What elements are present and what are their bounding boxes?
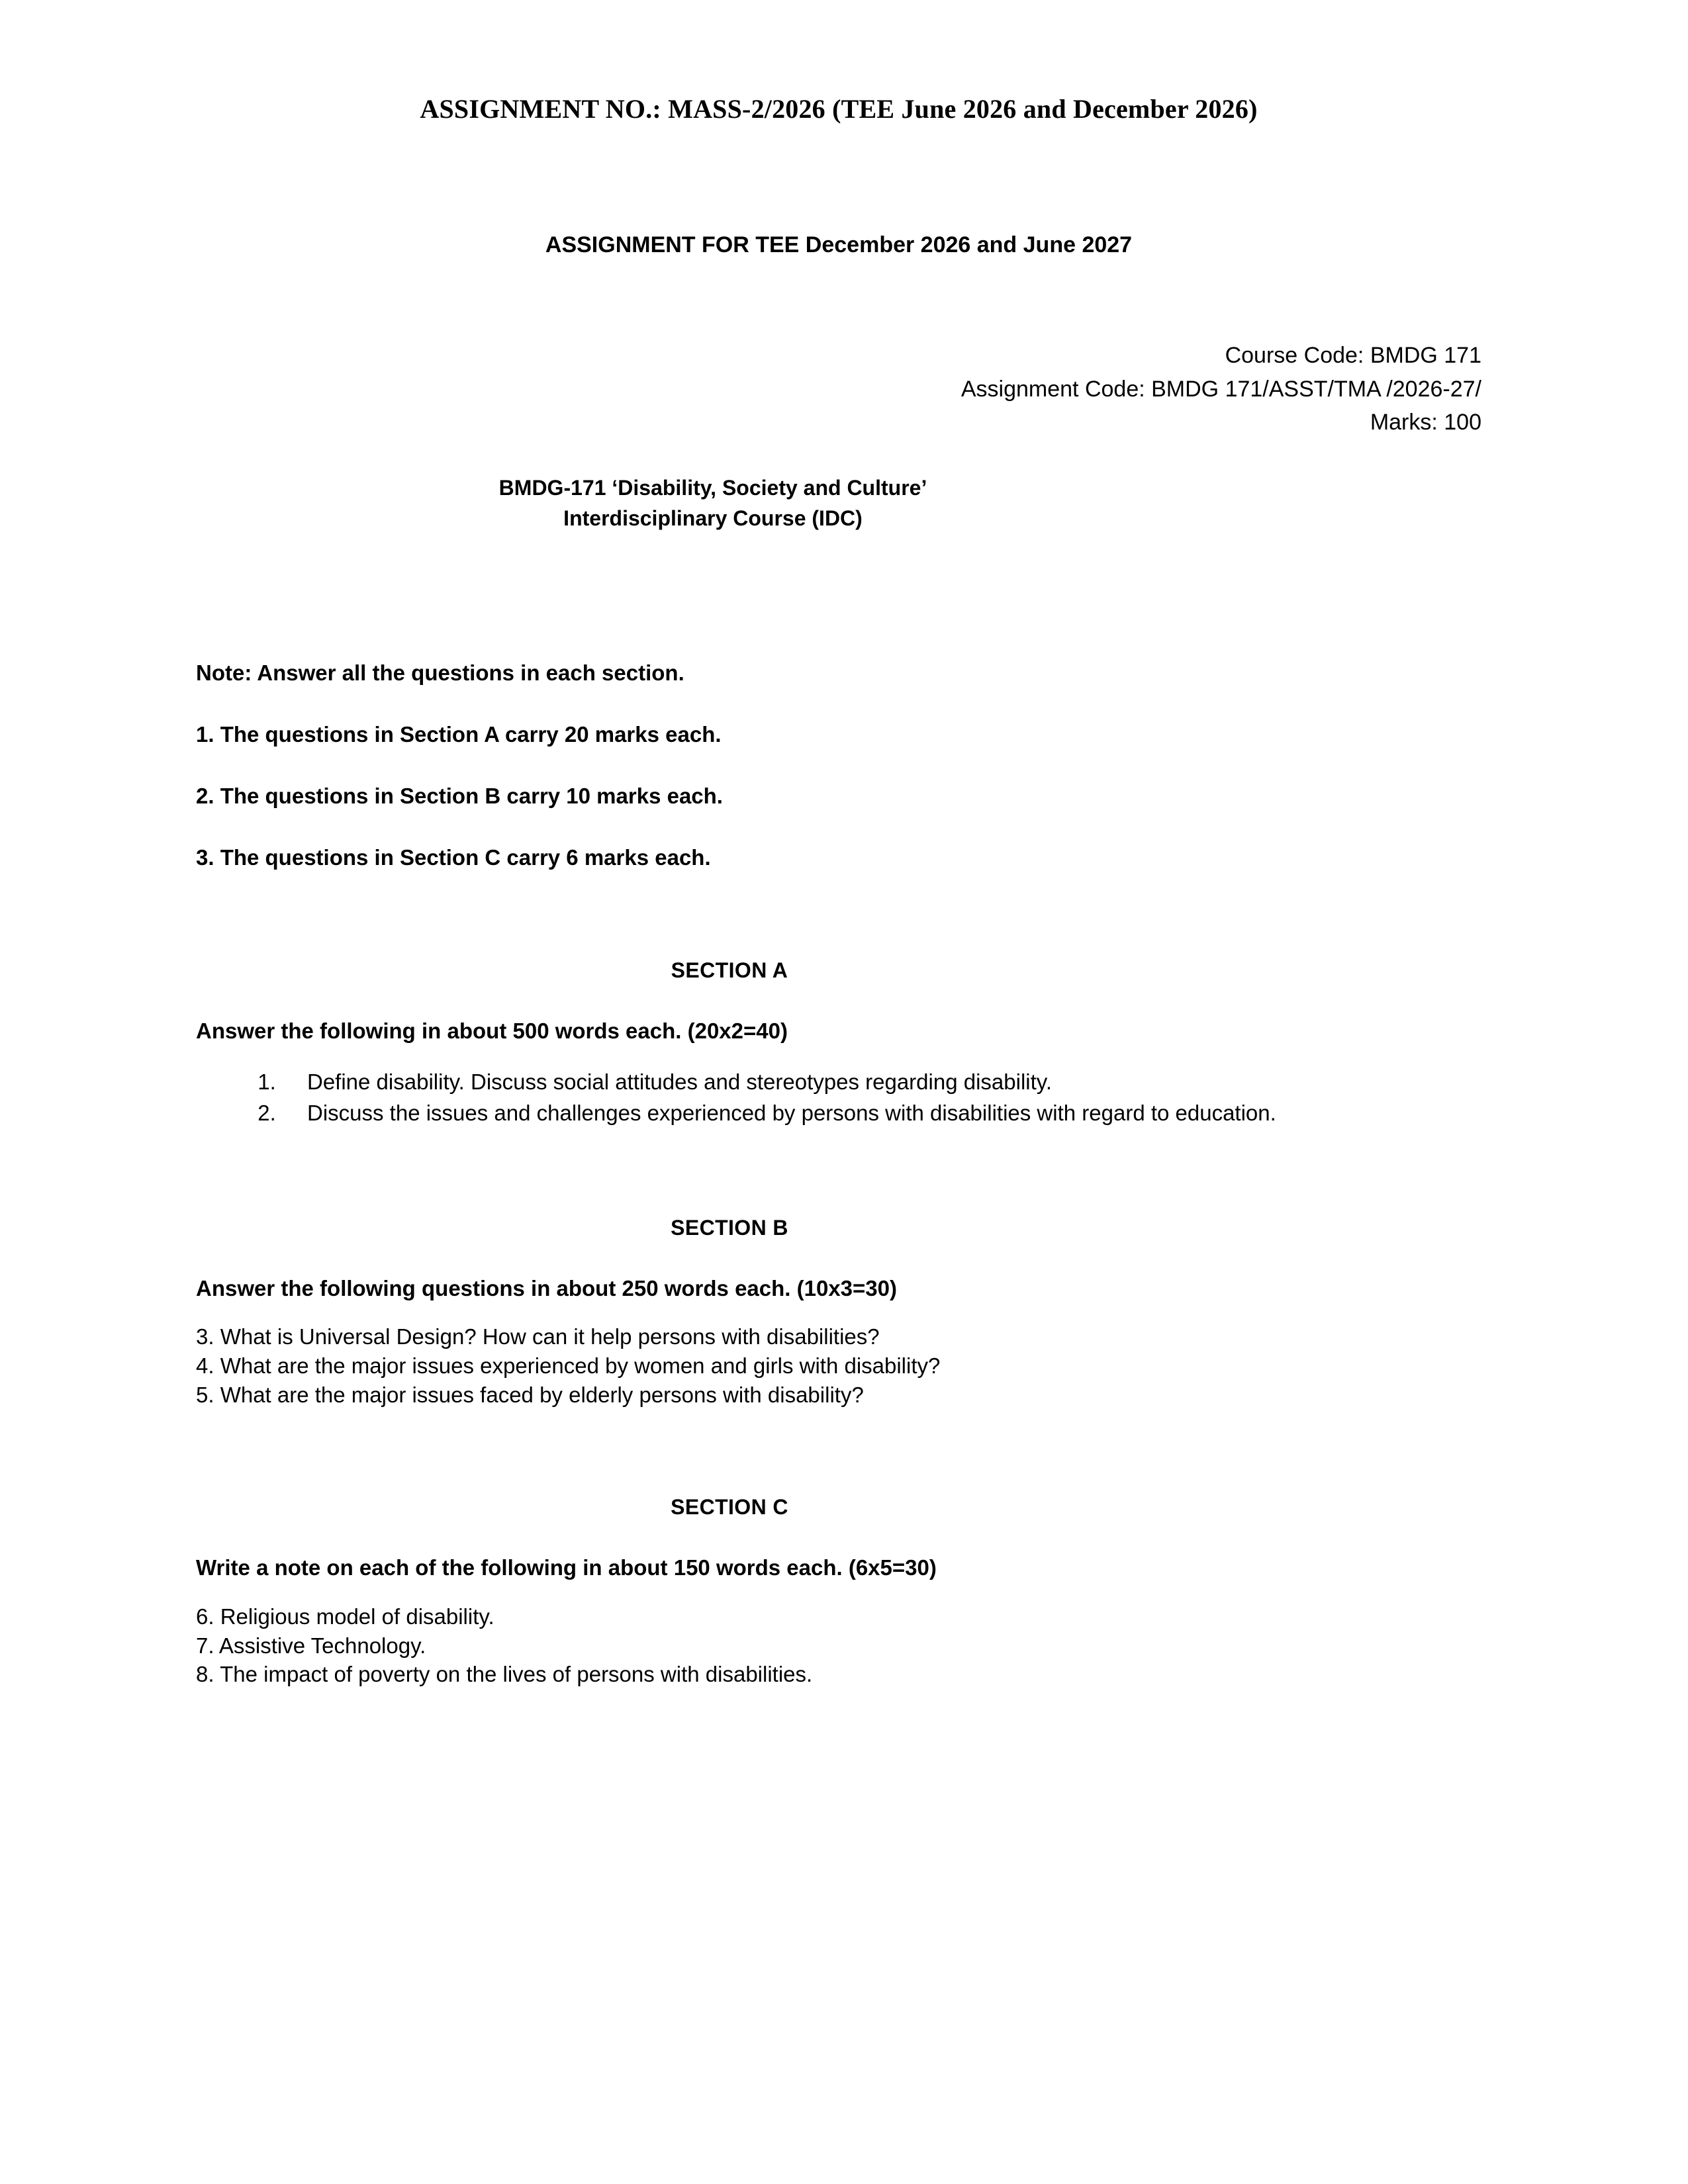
list-item	[282, 1099, 1481, 1128]
note-text: Note: Answer all the questions in each section.	[196, 660, 684, 685]
assignment-subheading: ASSIGNMENT FOR TEE December 2026 and June 2027	[545, 232, 1133, 257]
section-b-question-5: 5. What are the major issues faced by elderly persons with disability?	[196, 1382, 864, 1407]
section-c-instruction: Write a note on each of the following in about 150 words each. (6x5=30)	[196, 1555, 937, 1580]
instruction-2: 2. The questions in Section B carry 10 marks each.	[196, 783, 723, 808]
instruction-3: 3. The questions in Section C carry 6 marks each.	[196, 844, 711, 870]
list-item	[282, 1068, 1481, 1097]
section-c-question-7: 7. Assistive Technology.	[196, 1633, 426, 1658]
section-a-question-2: 2. Discuss the issues and challenges experienced by persons with disabilities with regard to education.	[307, 1101, 1276, 1125]
section-b-instruction: Answer the following questions in about 250 words each. (10x3=30)	[196, 1275, 897, 1300]
section-b-question-3: 3. What is Universal Design? How can it help persons with disabilities?	[196, 1324, 880, 1349]
document-content	[196, 0, 1481, 1689]
section-a-instruction: Answer the following in about 500 words each. (20x2=40)	[196, 1018, 788, 1043]
instruction-1: 1. The questions in Section A carry 20 marks each.	[196, 721, 722, 747]
course-title-line-2: Interdisciplinary Course (IDC)	[563, 506, 863, 530]
document-title: ASSIGNMENT NO.: MASS-2/2026 (TEE June 2026 and December 2026)	[420, 94, 1258, 124]
section-a-header: SECTION A	[671, 958, 788, 982]
section-c-header: SECTION C	[671, 1495, 788, 1520]
section-a-question-1: 1. Define disability. Discuss social attitudes and stereotypes regarding disability.	[307, 1069, 1052, 1095]
course-meta-block	[196, 339, 1481, 439]
marks: Marks: 100	[1370, 409, 1481, 435]
section-c-question-6: 6. Religious model of disability.	[196, 1604, 494, 1629]
section-c-question-8: 8. The impact of poverty on the lives of persons with disabilities.	[196, 1662, 813, 1687]
section-a-question-list	[196, 1068, 1481, 1128]
course-code: Course Code: BMDG 171	[1225, 343, 1481, 369]
course-title-block	[196, 473, 1481, 533]
assignment-code: Assignment Code: BMDG 171/ASST/TMA /2026-27/	[961, 376, 1481, 402]
section-c-question-list	[196, 1602, 1481, 1689]
section-b-header: SECTION B	[671, 1215, 788, 1240]
course-title-line-1: BMDG-171 ‘Disability, Society and Culture’	[498, 476, 927, 500]
section-b-question-list	[196, 1322, 1481, 1409]
section-b-question-4: 4. What are the major issues experienced by women and girls with disability?	[196, 1353, 941, 1378]
